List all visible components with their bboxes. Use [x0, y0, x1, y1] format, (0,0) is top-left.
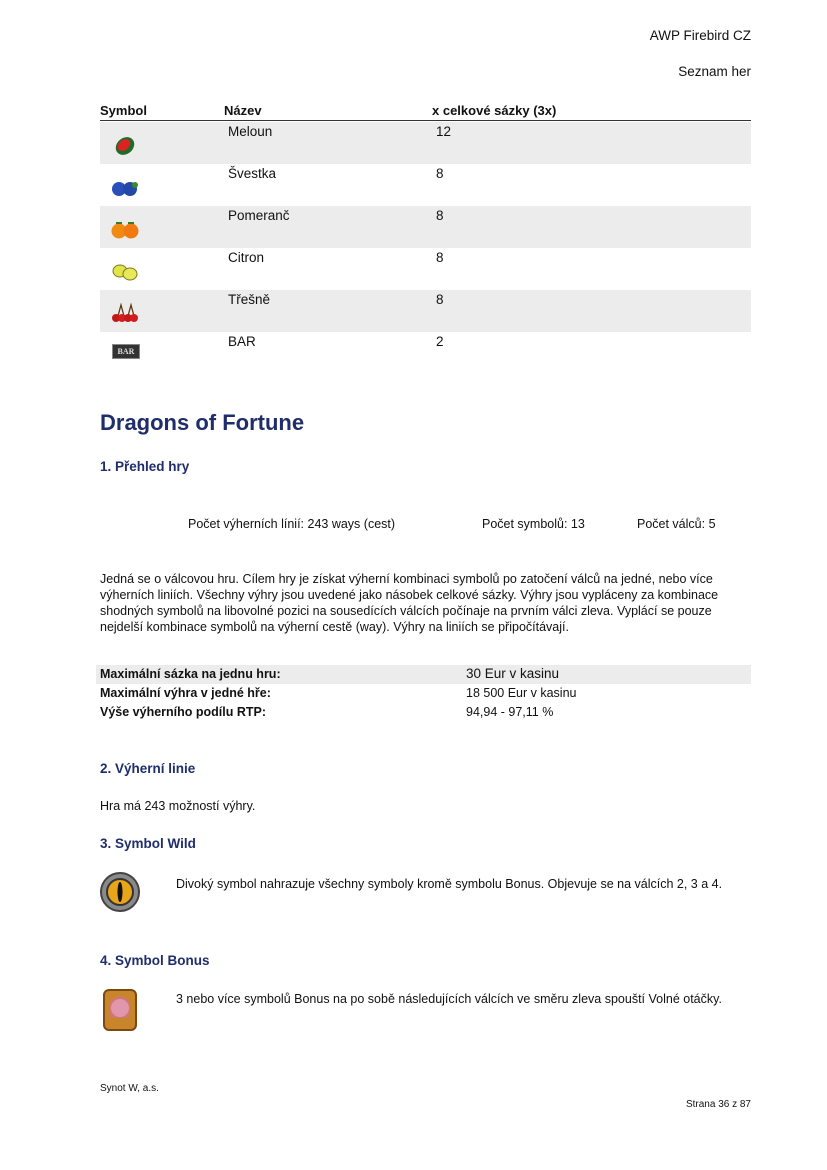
symbol-value: 12 [436, 124, 452, 139]
table-row [96, 665, 751, 684]
table-row [100, 164, 751, 206]
limit-value: 94,94 - 97,11 % [466, 705, 554, 719]
table-row [96, 684, 751, 703]
limit-value: 18 500 Eur v kasinu [466, 686, 577, 700]
symbol-name: Citron [228, 250, 265, 265]
col-header-symbol: Symbol [100, 103, 147, 118]
limit-label: Maximální výhra v jedné hře: [100, 686, 271, 700]
plum-icon [110, 176, 140, 198]
symbol-value: 8 [436, 208, 444, 223]
section-heading: 1. Přehled hry [100, 459, 190, 474]
wild-symbol-icon [100, 870, 140, 914]
table-row [100, 206, 751, 248]
symbol-value: 8 [436, 166, 444, 181]
symbols-count: Počet symbolů: 13 [482, 517, 585, 531]
symbol-value: 8 [436, 250, 444, 265]
symbol-name: Pomeranč [228, 208, 290, 223]
symbol-name: Meloun [228, 124, 273, 139]
game-title: Dragons of Fortune [100, 410, 305, 435]
bar-icon: BAR [112, 344, 140, 359]
table-row [100, 248, 751, 290]
section-heading: 2. Výherní linie [100, 761, 196, 776]
symbol-value: 2 [436, 334, 444, 349]
table-row [100, 122, 751, 164]
symbol-name: Třešně [228, 292, 271, 307]
table-row [96, 703, 751, 722]
symbol-name: BAR [228, 334, 256, 349]
symbol-value: 8 [436, 292, 444, 307]
cherry-icon [110, 302, 140, 324]
header-rule [100, 120, 751, 121]
limit-label: Výše výherního podílu RTP: [100, 705, 266, 719]
symbol-name: Švestka [228, 166, 277, 181]
orange-icon [110, 218, 140, 240]
doc-title: AWP Firebird CZ [649, 28, 751, 43]
game-description: Jedná se o válcovou hru. Cílem hry je získat výherní kombinaci symbolů po zatočení válců na jedné, nebo více výherních liniích. Všechny výhry jsou uvedené jako násobek celkové sázky. Výhry jsou vypláceny za kombinace shodných symbolů na libovolné pozici na sousedících válcích počínaje na prvním válci zleva. Vyplácí se pouze nejdelší kombinace symbolů na výherní cestě (way). Výhry na liniích se připočítávají. [100, 572, 719, 634]
reels-count: Počet válců: 5 [637, 517, 716, 531]
limit-value: 30 Eur v kasinu [466, 666, 560, 681]
table-row [100, 332, 751, 374]
col-header-name: Název [224, 103, 262, 118]
lemon-icon [110, 260, 140, 282]
section-heading: 4. Symbol Bonus [100, 953, 210, 968]
table-row [100, 290, 751, 332]
page-number: Strana 36 z 87 [685, 1099, 751, 1110]
section-text: 3 nebo více symbolů Bonus na po sobě následujících válcích ve směru zleva spouští Volné otáčky. [176, 992, 722, 1006]
section-heading: 3. Symbol Wild [100, 836, 196, 851]
section-text: Divoký symbol nahrazuje všechny symboly kromě symbolu Bonus. Objevuje se na válcích 2, 3 a 4. [176, 877, 723, 891]
lines-count: Počet výherních línií: 243 ways (cest) [188, 517, 396, 531]
watermelon-icon [110, 134, 140, 156]
bonus-symbol-icon [102, 988, 138, 1032]
col-header-multiplier: x celkové sázky (3x) [432, 103, 557, 118]
section-title: Seznam her [678, 64, 751, 79]
section-text: Hra má 243 možností výhry. [100, 799, 256, 813]
limit-label: Maximální sázka na jednu hru: [100, 667, 281, 681]
footer-company: Synot W, a.s. [100, 1083, 159, 1094]
